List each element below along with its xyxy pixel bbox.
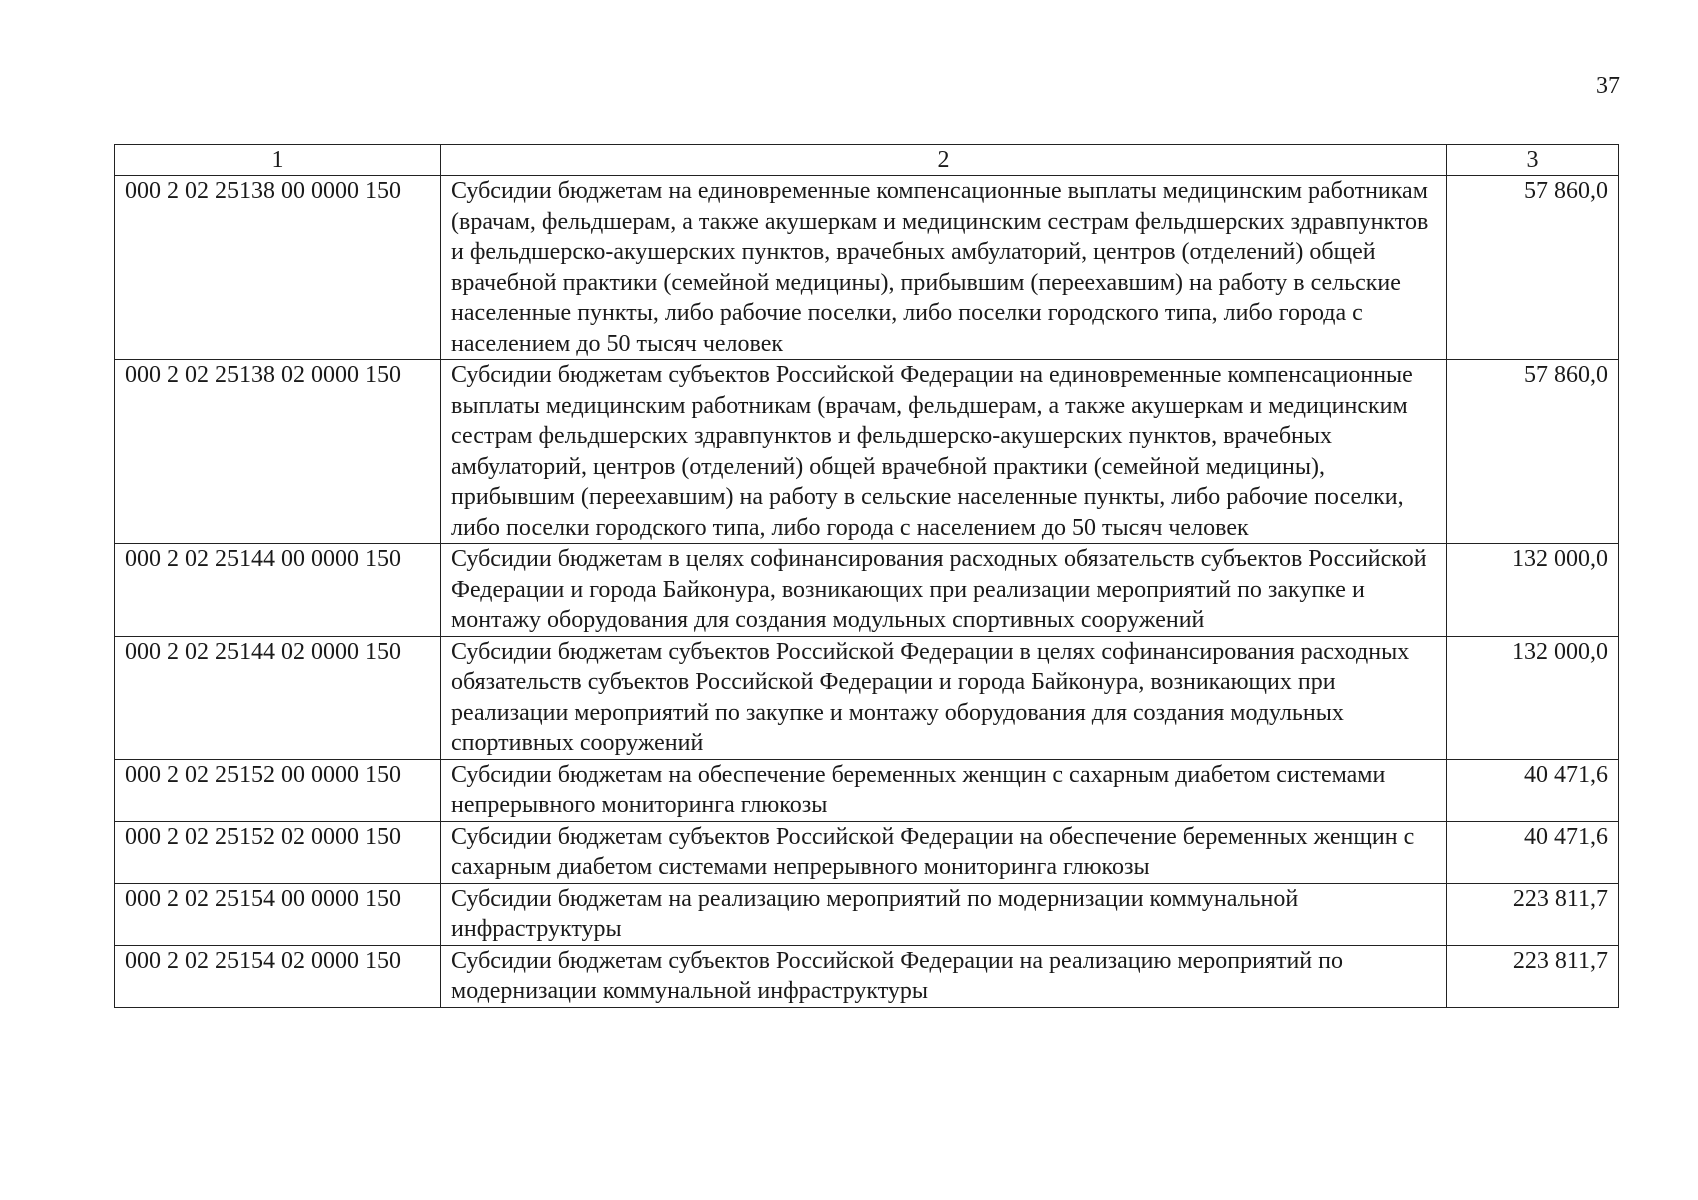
amount-cell: 132 000,0 (1447, 544, 1619, 637)
table-row (115, 636, 1619, 759)
table-row (115, 883, 1619, 945)
budget-code-cell: 000 2 02 25144 02 0000 150 (115, 636, 441, 759)
table-row (115, 360, 1619, 544)
budget-code-cell: 000 2 02 25144 00 0000 150 (115, 544, 441, 637)
amount-cell: 40 471,6 (1447, 759, 1619, 821)
amount-cell: 132 000,0 (1447, 636, 1619, 759)
description-cell: Субсидии бюджетам на единовременные компенсационные выплаты медицинским работникам (врачам, фельдшерам, а также акушеркам и медицинским сестрам фельдшерских здравпунктов и фельдшерско-акушерских пунктов, врачебных амбулаторий, центров (отделений) общей врачебной практики (семейной медицины), прибывшим (переехавшим) на работу в сельские населенные пункты, либо рабочие поселки, либо поселки городского типа, либо города с населением до 50 тысяч человек (441, 176, 1447, 360)
column-header-amount: 3 (1447, 145, 1619, 176)
budget-code-cell: 000 2 02 25154 02 0000 150 (115, 945, 441, 1007)
table-row (115, 759, 1619, 821)
budget-code-cell: 000 2 02 25152 00 0000 150 (115, 759, 441, 821)
description-cell: Субсидии бюджетам субъектов Российской Федерации в целях софинансирования расходных обязательств субъектов Российской Федерации и города Байконура, возникающих при реализации мероприятий по закупке и монтажу оборудования для создания модульных спортивных сооружений (441, 636, 1447, 759)
amount-cell: 57 860,0 (1447, 360, 1619, 544)
description-cell: Субсидии бюджетам субъектов Российской Федерации на единовременные компенсационные выплаты медицинским работникам (врачам, фельдшерам, а также акушеркам и медицинским сестрам фельдшерских здравпунктов и фельдшерско-акушерских пунктов, врачебных амбулаторий, центров (отделений) общей врачебной практики (семейной медицины), прибывшим (переехавшим) на работу в сельские населенные пункты, либо рабочие поселки, либо поселки городского типа, либо города с населением до 50 тысяч человек (441, 360, 1447, 544)
amount-cell: 40 471,6 (1447, 821, 1619, 883)
description-cell: Субсидии бюджетам на обеспечение беременных женщин с сахарным диабетом системами непрерывного мониторинга глюкозы (441, 759, 1447, 821)
amount-cell: 57 860,0 (1447, 176, 1619, 360)
budget-code-cell: 000 2 02 25154 00 0000 150 (115, 883, 441, 945)
column-header-description: 2 (441, 145, 1447, 176)
page-number: 37 (1596, 73, 1620, 99)
amount-cell: 223 811,7 (1447, 945, 1619, 1007)
table-header-row (115, 145, 1619, 176)
table-row (115, 945, 1619, 1007)
description-cell: Субсидии бюджетам субъектов Российской Федерации на реализацию мероприятий по модернизации коммунальной инфраструктуры (441, 945, 1447, 1007)
table-row (115, 544, 1619, 637)
description-cell: Субсидии бюджетам субъектов Российской Федерации на обеспечение беременных женщин с сахарным диабетом системами непрерывного мониторинга глюкозы (441, 821, 1447, 883)
description-cell: Субсидии бюджетам в целях софинансирования расходных обязательств субъектов Российской Федерации и города Байконура, возникающих при реализации мероприятий по закупке и монтажу оборудования для создания модульных спортивных сооружений (441, 544, 1447, 637)
amount-cell: 223 811,7 (1447, 883, 1619, 945)
budget-code-cell: 000 2 02 25138 02 0000 150 (115, 360, 441, 544)
budget-code-cell: 000 2 02 25138 00 0000 150 (115, 176, 441, 360)
table-row (115, 176, 1619, 360)
budget-table (114, 144, 1619, 1008)
column-header-code: 1 (115, 145, 441, 176)
description-cell: Субсидии бюджетам на реализацию мероприятий по модернизации коммунальной инфраструктуры (441, 883, 1447, 945)
budget-code-cell: 000 2 02 25152 02 0000 150 (115, 821, 441, 883)
table-row (115, 821, 1619, 883)
